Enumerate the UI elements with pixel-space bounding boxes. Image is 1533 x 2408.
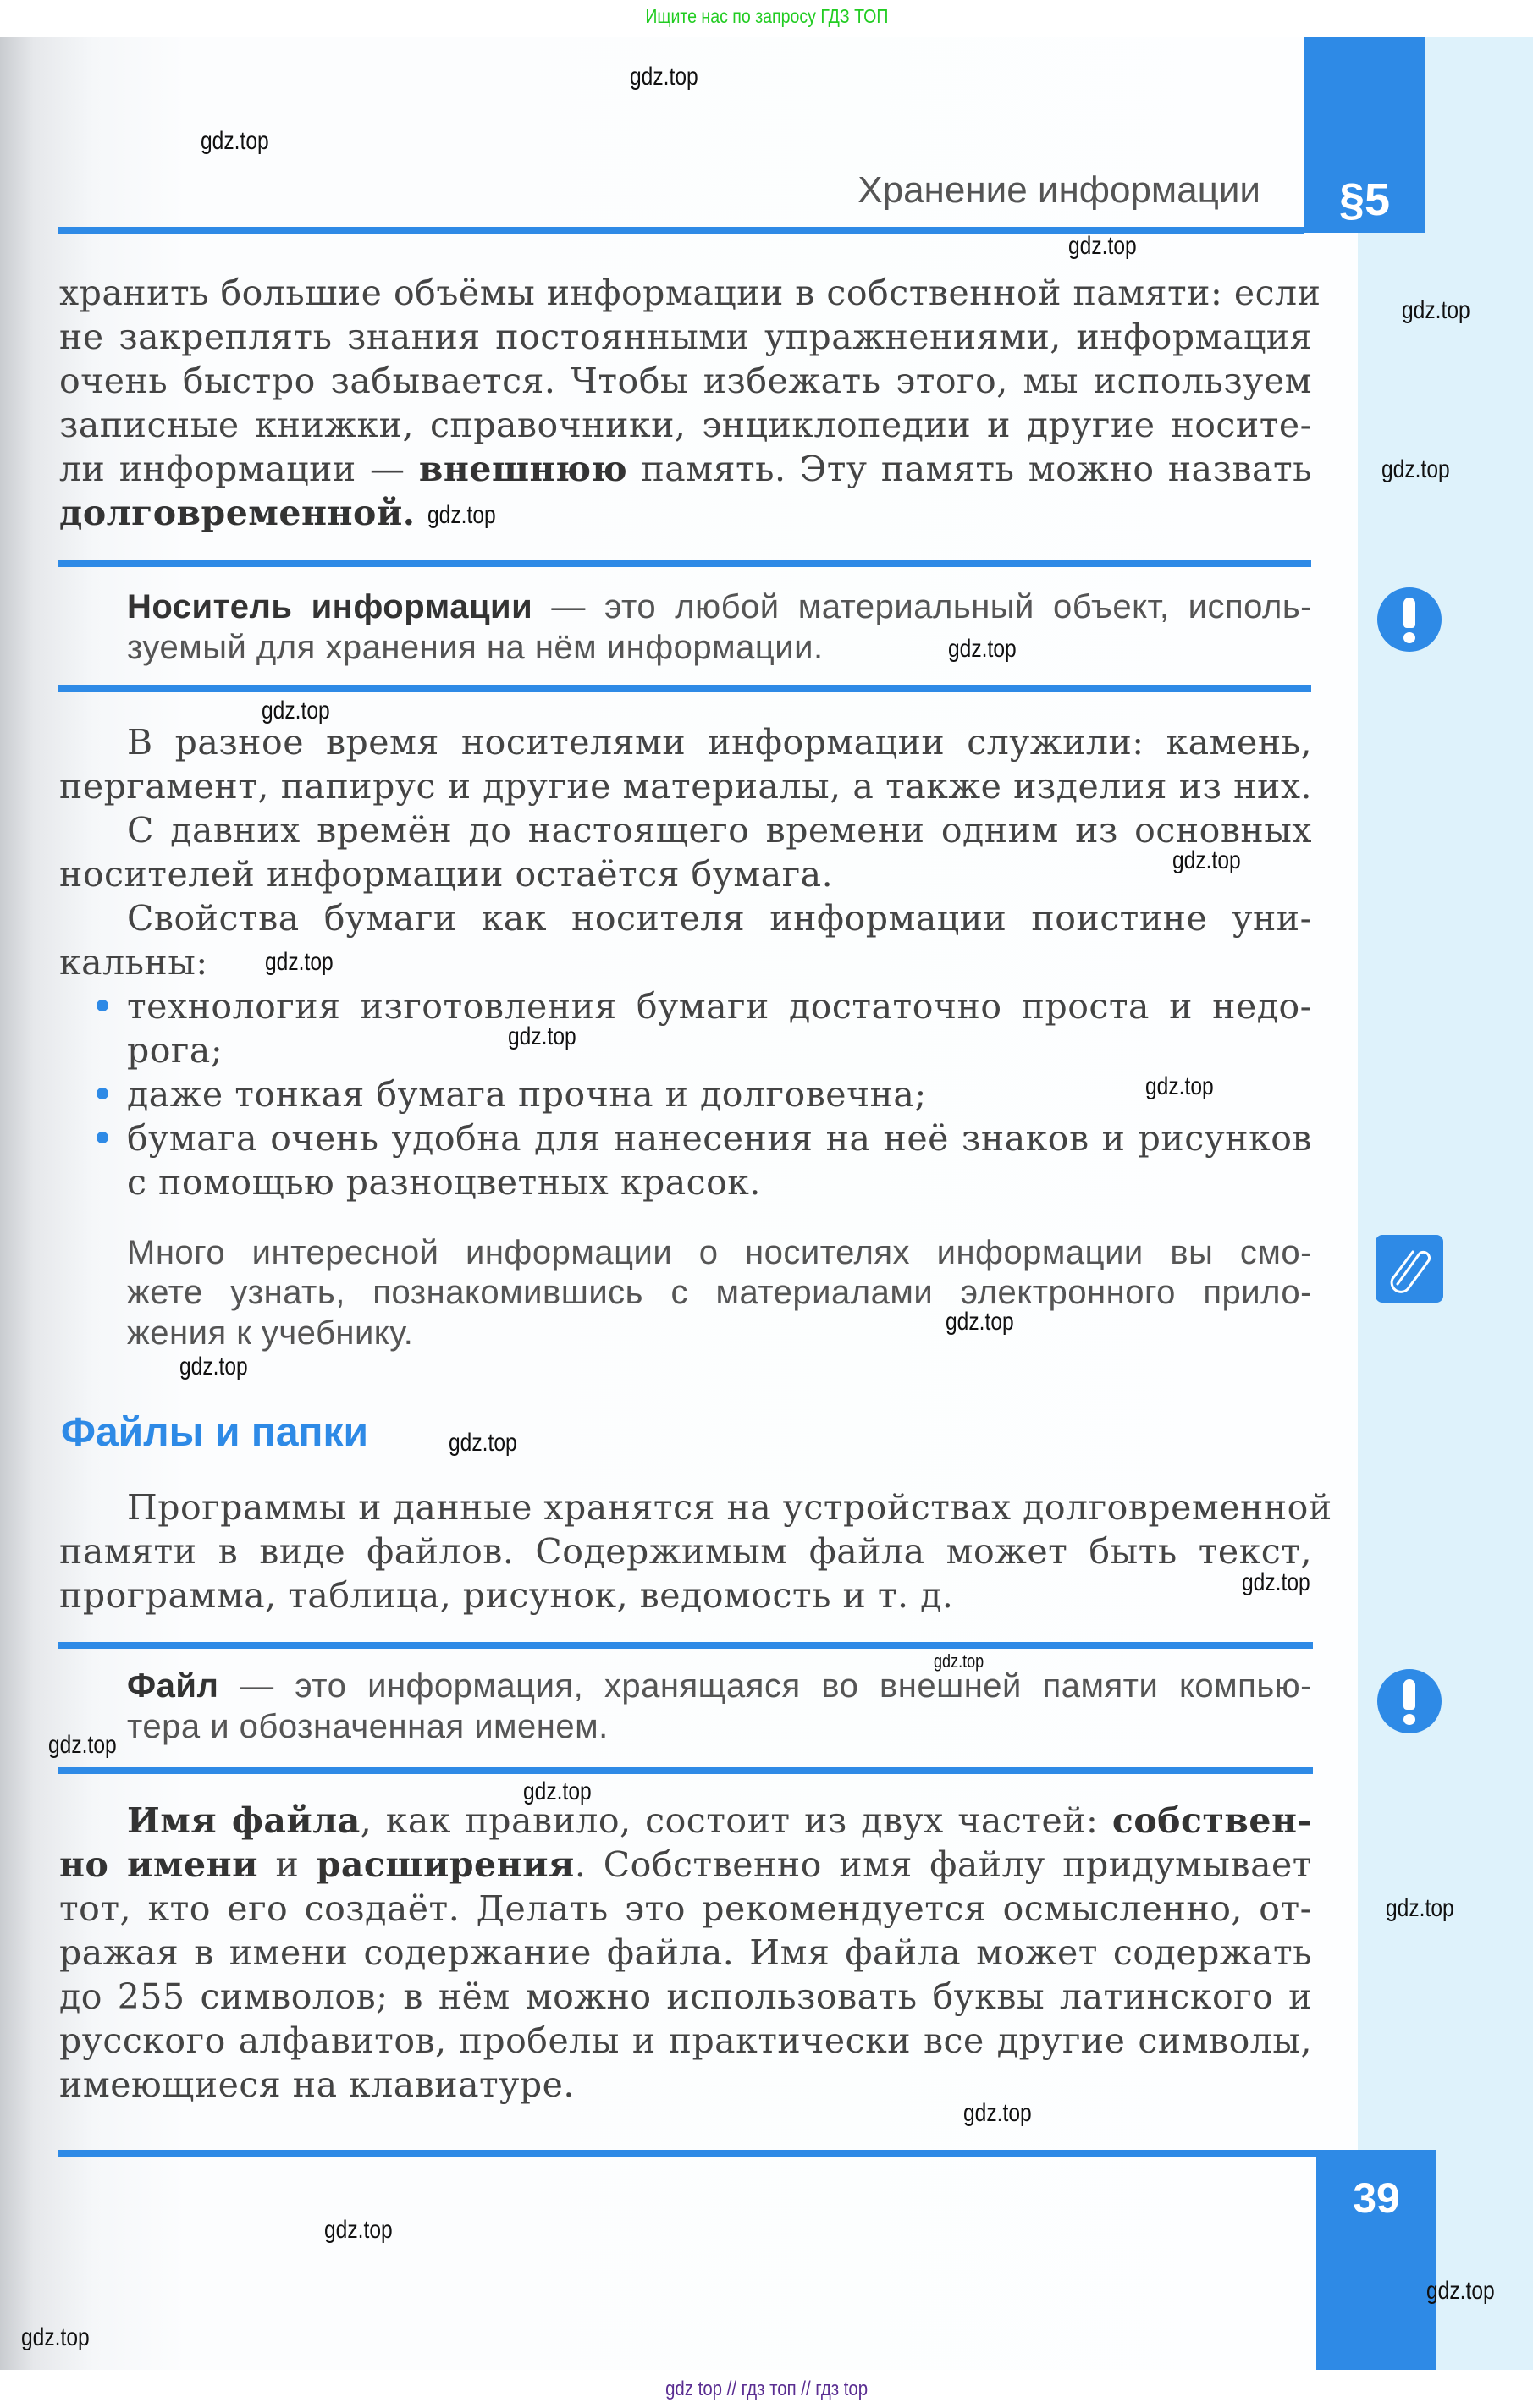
important-icon: [1377, 587, 1442, 652]
text-line: С давних времён до настоящего времени одним из основных: [127, 810, 1312, 851]
watermark: gdz.top: [324, 2216, 393, 2244]
bullet-item: с помощью разноцветных красок.: [127, 1162, 761, 1203]
watermark: gdz.top: [630, 63, 698, 91]
section-heading: Файлы и папки: [61, 1410, 369, 1455]
watermark: gdz.top: [1426, 2277, 1495, 2305]
text-line: русского алфавитов, пробелы и практически все другие символы,: [59, 2020, 1312, 2061]
text-line: [59, 493, 1312, 533]
watermark: gdz.top: [262, 697, 330, 725]
right-margin: [1425, 37, 1533, 2370]
text-line: имеющиеся на клавиатуре.: [59, 2064, 575, 2105]
watermark: gdz.top: [1068, 232, 1137, 260]
text-line: В разное время носителями информации служили: камень,: [127, 722, 1312, 763]
text-line: ражая в имени содержание файла. Имя файла может содержать: [59, 1932, 1312, 1973]
definition-rule-top: [58, 1642, 1313, 1649]
watermark: gdz.top: [427, 501, 496, 529]
section-number: §5: [1338, 174, 1391, 225]
definition-line: Файл — это информация, хранящаяся во внешней памяти компью-: [127, 1667, 1312, 1705]
watermark: gdz.top: [963, 2099, 1032, 2127]
watermark: gdz.top: [1386, 1894, 1454, 1922]
watermark: gdz.top: [21, 2323, 90, 2351]
top-banner: [0, 0, 1533, 37]
text-line: носителей информации остаётся бумага.: [59, 854, 834, 895]
watermark: gdz.top: [1402, 296, 1470, 324]
bullet-icon: [97, 1000, 108, 1011]
watermark: gdz.top: [508, 1022, 576, 1050]
watermark: gdz.top: [1381, 455, 1450, 483]
note-line: жения к учебнику.: [127, 1314, 414, 1352]
watermark: gdz.top: [1145, 1072, 1214, 1100]
text-line: очень быстро забывается. Чтобы избежать этого, мы используем: [59, 361, 1312, 401]
watermark: gdz.top: [934, 1650, 984, 1672]
text-line: до 255 символов; в нём можно использовать буквы латинского и: [59, 1976, 1312, 2017]
definition-line: тера и обозначенная именем.: [127, 1708, 609, 1745]
bullet-item: технология изготовления бумаги достаточно проста и недо-: [127, 986, 1312, 1027]
watermark: gdz.top: [1242, 1568, 1310, 1596]
watermark: gdz.top: [48, 1731, 117, 1759]
definition-line: зуемый для хранения на нём информации.: [127, 629, 824, 666]
bullet-icon: [97, 1088, 108, 1099]
bullet-item: рога;: [127, 1030, 223, 1071]
bullet-item: даже тонкая бумага прочна и долговечна;: [127, 1074, 927, 1115]
text-line: Программы и данные хранятся на устройствах долговременной: [127, 1487, 1332, 1528]
right-margin-inner: [1358, 233, 1425, 2150]
text-line: но имени и расширения. Собственно имя файлу придумывает: [59, 1844, 1312, 1885]
footer-rule: [58, 2150, 1316, 2157]
text-line: ли информации — внешнюю память. Эту память можно назвать: [59, 449, 1313, 489]
watermark: gdz.top: [1172, 846, 1241, 874]
bullet-item: бумага очень удобна для нанесения на неё знаков и рисунков: [127, 1118, 1312, 1159]
text-line: пергамент, папирус и другие материалы, а также изделия из них.: [59, 766, 1312, 807]
text-line: записные книжки, справочники, энциклопедии и другие носите-: [59, 405, 1312, 445]
page-header-title: Хранение информации: [857, 169, 1260, 211]
top-banner-text: Ищите нас по запросу ГДЗ ТОП: [644, 5, 889, 27]
watermark: gdz.top: [201, 127, 269, 155]
bullet-icon: [97, 1132, 108, 1143]
definition-term: Файл: [127, 1667, 219, 1705]
text-line: Имя файла, как правило, состоит из двух частей: собствен-: [127, 1800, 1312, 1841]
definition-rule-top: [58, 560, 1311, 567]
note-line: Много интересной информации о носителях информации вы смо-: [127, 1234, 1312, 1271]
page-number: 39: [1353, 2174, 1400, 2222]
text-line: хранить большие объёмы информации в собственной памяти: если: [59, 273, 1321, 313]
note-line: жете узнать, познакомившись с материалами электронного прило-: [127, 1274, 1312, 1311]
text-line: кальны:: [59, 942, 208, 983]
important-icon: [1377, 1669, 1442, 1733]
watermark: gdz.top: [948, 635, 1017, 663]
paperclip-icon: [1376, 1235, 1443, 1303]
definition-rule-bottom: [58, 685, 1311, 692]
watermark: gdz.top: [449, 1429, 517, 1457]
definition-term: Носитель информации: [127, 588, 533, 625]
footer: [0, 2370, 1533, 2408]
text-line: не закреплять знания постоянными упражнениями, информация: [59, 317, 1312, 357]
text-line: программа, таблица, рисунок, ведомость и т. д.: [59, 1575, 954, 1616]
watermark: gdz.top: [523, 1777, 592, 1805]
term-external-memory: внешнюю: [418, 449, 628, 489]
text-line: Свойства бумаги как носителя информации поистине уни-: [127, 898, 1312, 939]
text-line: памяти в виде файлов. Содержимым файла может быть текст,: [59, 1531, 1312, 1572]
definition-line: Носитель информации — это любой материальный объект, исполь-: [127, 588, 1313, 625]
watermark: gdz.top: [265, 948, 334, 976]
term-long-term: долговременной.: [59, 493, 416, 533]
page-number-tab: [1316, 2150, 1436, 2370]
section-tab: [1304, 37, 1425, 233]
watermark: gdz.top: [179, 1353, 248, 1380]
text-line: тот, кто его создаёт. Делать это рекомендуется осмысленно, от-: [59, 1888, 1312, 1929]
footer-text: gdz top // гдз топ // гдз top: [664, 2378, 869, 2400]
definition-rule-bottom: [58, 1767, 1313, 1774]
watermark: gdz.top: [946, 1308, 1014, 1336]
